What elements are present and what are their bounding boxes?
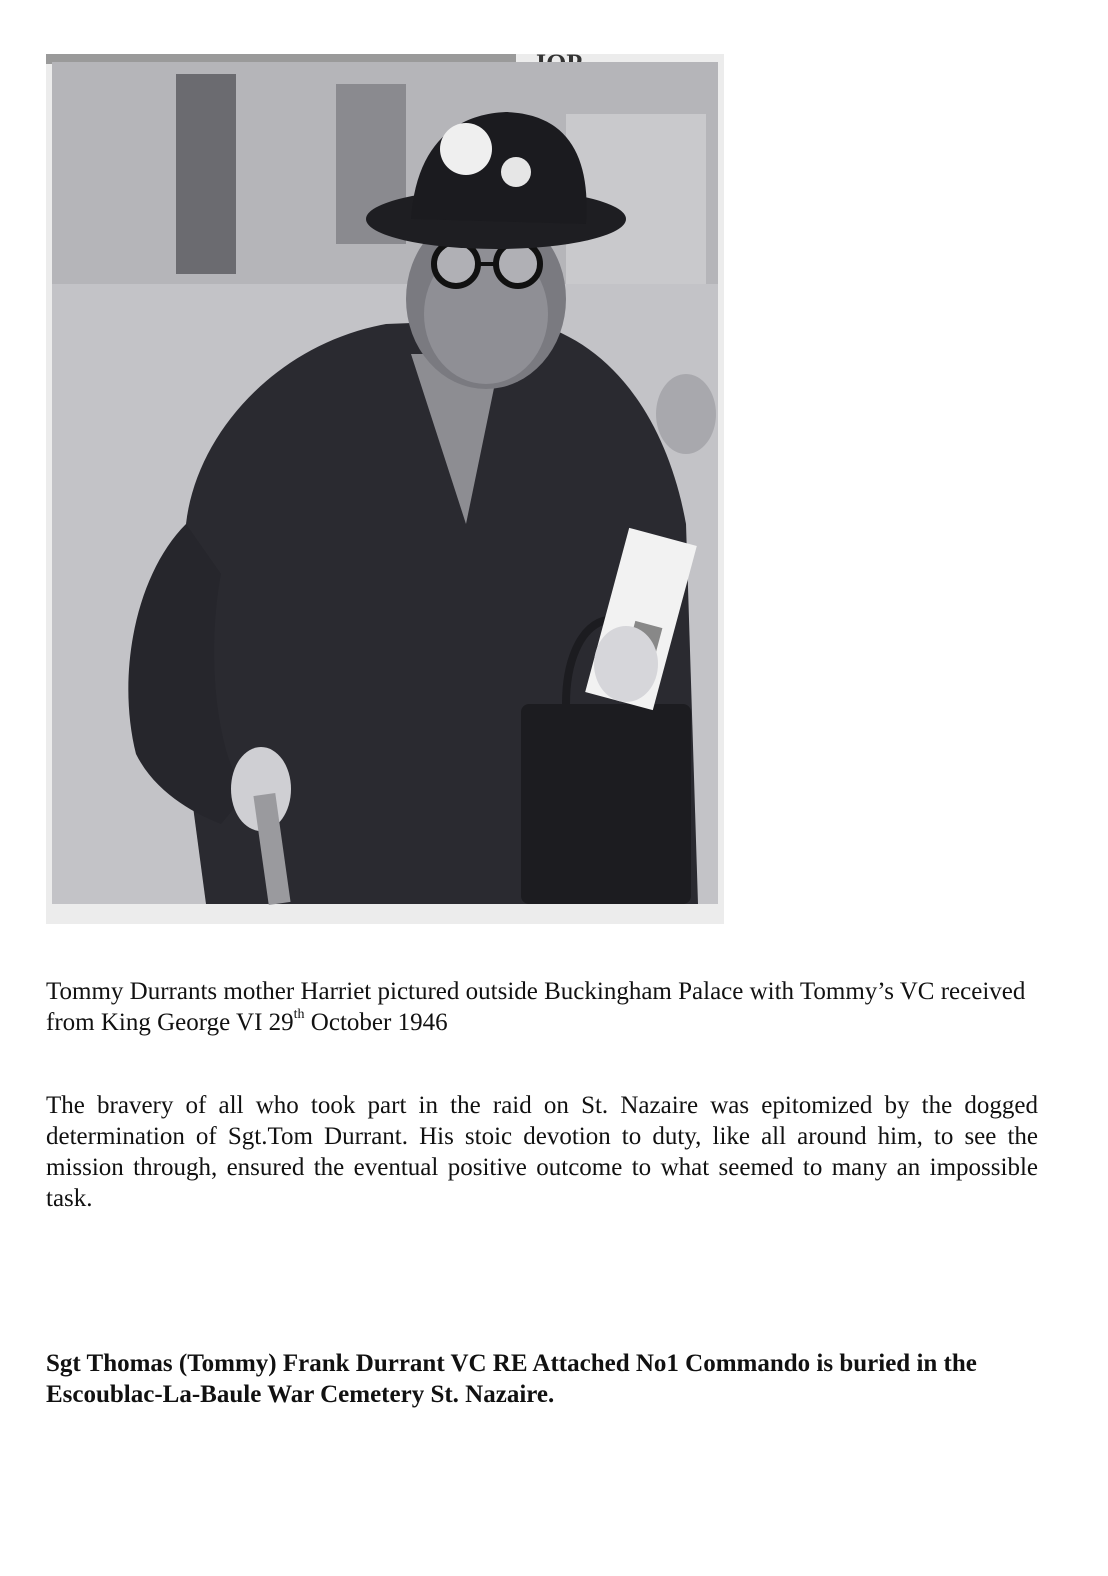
photo-caption [46,976,1038,1038]
caption-text: Tommy Durrants mother Harriet pictured outside Buckingham Palace with Tommy’s VC received from King George VI 29 [46,978,1026,1036]
caption-ordinal-suffix: th [293,1006,305,1022]
archival-photograph [46,54,724,924]
burial-note: Sgt Thomas (Tommy) Frank Durrant VC RE Attached No1 Commando is buried in the Escoublac-La-Baule War Cemetery St. Nazaire. [46,1350,977,1408]
caption-date-tail: October 1946 [304,1009,448,1036]
tribute-paragraph: The bravery of all who took part in the raid on St. Nazaire was epitomized by the dogged determination of Sgt.Tom Durrant. His stoic devotion to duty, like all around him, to see the mission through, ensured the eventual positive outcome to what seemed to many an impossible task. [46,1092,1038,1212]
